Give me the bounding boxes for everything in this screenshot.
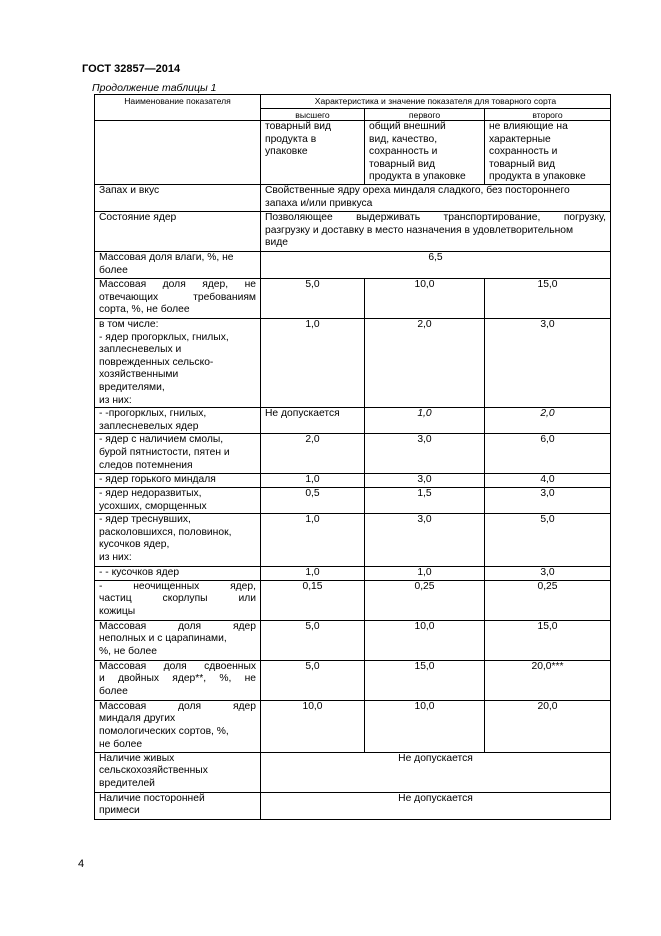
appearance-first: общий внешний вид, качество, сохранность и товарный вид продукта в упаковке	[365, 121, 485, 185]
twin-first: 15,0	[365, 660, 485, 700]
table-row	[95, 279, 611, 319]
foreign-name: Наличие посторонней примеси	[95, 792, 261, 819]
table-row	[95, 185, 611, 212]
table-row	[95, 121, 611, 185]
incomplete-highest: 5,0	[261, 620, 365, 660]
unpeeled-first: 0,25	[365, 580, 485, 620]
indicator-name-empty	[95, 121, 261, 185]
nonconforming-first: 10,0	[365, 279, 485, 319]
nonconforming-highest: 5,0	[261, 279, 365, 319]
pests-value: Не допускается	[261, 752, 611, 792]
rancid-name: - -прогорклых, гнилых, заплесневелых ядер	[95, 408, 261, 434]
underdeveloped-highest: 0,5	[261, 487, 365, 513]
incomplete-first: 10,0	[365, 620, 485, 660]
underdeveloped-second: 3,0	[485, 487, 611, 513]
unpeeled-second: 0,25	[485, 580, 611, 620]
bitter-name: - ядер горького миндаля	[95, 474, 261, 488]
table-row	[95, 752, 611, 792]
header-characteristic-group: Характеристика и значение показателя для товарного сорта	[261, 95, 611, 109]
pests-name: Наличие живых сельскохозяйственных вредителей	[95, 752, 261, 792]
table-row	[95, 620, 611, 660]
header-grade-highest: высшего	[261, 109, 365, 121]
underdeveloped-name: - ядер недоразвитых, усохших, сморщенных	[95, 487, 261, 513]
unpeeled-highest: 0,15	[261, 580, 365, 620]
table-row	[95, 567, 611, 581]
smell-value: Свойственные ядру ореха миндаля сладкого, без постороннего запаха и/или привкуса	[261, 185, 611, 212]
document-code: ГОСТ 32857—2014	[82, 63, 181, 75]
other-varieties-second: 20,0	[485, 700, 611, 752]
rancid-first: 1,0	[365, 408, 485, 434]
unpeeled-name: - неочищенных ядер, частиц скорлупы или кожицы	[95, 580, 261, 620]
other-varieties-name: Массовая доля ядер миндаля других помологических сортов, %, не более	[95, 700, 261, 752]
appearance-second: не влияющие на характерные сохранность и товарный вид продукта в упаковке	[485, 121, 611, 185]
table-row	[95, 792, 611, 819]
other-varieties-first: 10,0	[365, 700, 485, 752]
bitter-first: 3,0	[365, 474, 485, 488]
appearance-highest: товарный вид продукта в упаковке	[261, 121, 365, 185]
header-grade-first: первого	[365, 109, 485, 121]
pieces-second: 3,0	[485, 567, 611, 581]
smell-name: Запах и вкус	[95, 185, 261, 212]
table-row	[95, 660, 611, 700]
quality-indicators-table	[94, 94, 611, 820]
incomplete-second: 15,0	[485, 620, 611, 660]
resin-second: 6,0	[485, 434, 611, 474]
twin-highest: 5,0	[261, 660, 365, 700]
pieces-first: 1,0	[365, 567, 485, 581]
nonconforming-name: Массовая доля ядер, не отвечающих требованиям сорта, %, не более	[95, 279, 261, 319]
state-name: Состояние ядер	[95, 212, 261, 252]
cracked-highest: 1,0	[261, 514, 365, 567]
including-name: в том числе: - ядер прогорклых, гнилых, заплесневелых и поврежденных сельско- хозяйственными вредителями, из них:	[95, 319, 261, 408]
table-row	[95, 700, 611, 752]
header-grade-second: второго	[485, 109, 611, 121]
table-row	[95, 319, 611, 408]
table-row	[95, 434, 611, 474]
table-row	[95, 487, 611, 513]
moisture-name: Массовая доля влаги, %, не более	[95, 252, 261, 279]
nonconforming-second: 15,0	[485, 279, 611, 319]
table-row	[95, 212, 611, 252]
table-row	[95, 474, 611, 488]
rancid-highest: Не допускается	[261, 408, 365, 434]
other-varieties-highest: 10,0	[261, 700, 365, 752]
incomplete-name: Массовая доля ядер неполных и с царапинами, %, не более	[95, 620, 261, 660]
resin-name: - ядер с наличием смолы, бурой пятнистости, пятен и следов потемнения	[95, 434, 261, 474]
state-value: Позволяющее выдерживать транспортирование, погрузку, разгрузку и доставку в место назначения в удовлетворительном виде	[261, 212, 611, 252]
table-continuation-label: Продолжение таблицы 1	[92, 82, 217, 94]
resin-first: 3,0	[365, 434, 485, 474]
page-number: 4	[78, 858, 85, 870]
underdeveloped-first: 1,5	[365, 487, 485, 513]
foreign-value: Не допускается	[261, 792, 611, 819]
table-row	[95, 580, 611, 620]
table-row	[95, 514, 611, 567]
pieces-highest: 1,0	[261, 567, 365, 581]
cracked-name: - ядер треснувших, расколовшихся, половинок, кусочков ядер, из них:	[95, 514, 261, 567]
twin-second: 20,0***	[485, 660, 611, 700]
resin-highest: 2,0	[261, 434, 365, 474]
table-row	[95, 252, 611, 279]
table-row	[95, 408, 611, 434]
pieces-name: - - кусочков ядер	[95, 567, 261, 581]
bitter-highest: 1,0	[261, 474, 365, 488]
including-second: 3,0	[485, 319, 611, 408]
bitter-second: 4,0	[485, 474, 611, 488]
rancid-second: 2,0	[485, 408, 611, 434]
including-first: 2,0	[365, 319, 485, 408]
cracked-second: 5,0	[485, 514, 611, 567]
header-indicator-name: Наименование показателя	[95, 95, 261, 121]
including-highest: 1,0	[261, 319, 365, 408]
moisture-value: 6,5	[261, 252, 611, 279]
cracked-first: 3,0	[365, 514, 485, 567]
twin-name: Массовая доля сдвоенных и двойных ядер**, %, не более	[95, 660, 261, 700]
